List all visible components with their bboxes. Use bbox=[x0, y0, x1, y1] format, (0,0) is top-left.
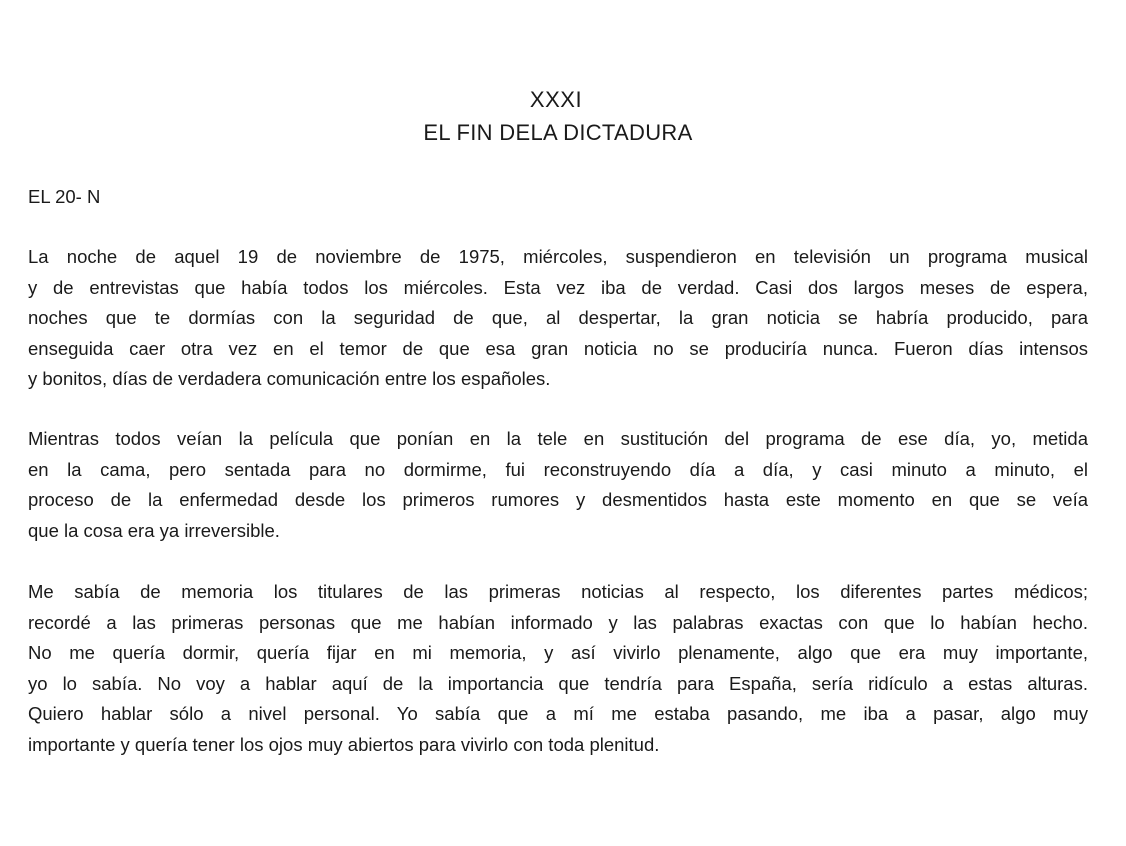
paragraph-line: proceso de la enfermedad desde los primeros rumores y desmentidos hasta este momento en que se veía bbox=[28, 489, 1088, 511]
paragraph-1 bbox=[28, 242, 1088, 395]
paragraph-line: Mientras todos veían la película que ponían en la tele en sustitución del programa de ese día, yo, metida bbox=[28, 428, 1088, 449]
paragraph-line: en la cama, pero sentada para no dormirme, fui reconstruyendo día a día, y casi minuto a minuto, el bbox=[28, 458, 1088, 480]
paragraph-line: enseguida caer otra vez en el temor de que esa gran noticia no se produciría nunca. Fueron días intensos bbox=[28, 337, 1088, 359]
paragraph-line: recordé a las primeras personas que me habían informado y las palabras exactas con que lo habían hecho. bbox=[28, 611, 1088, 633]
paragraph-line: importante y quería tener los ojos muy abiertos para vivirlo con toda plenitud. bbox=[28, 733, 660, 755]
paragraph-line: que la cosa era ya irreversible. bbox=[28, 519, 280, 541]
paragraph-line: Quiero hablar sólo a nivel personal. Yo sabía que a mí me estaba pasando, me iba a pasar, algo muy bbox=[28, 703, 1088, 725]
chapter-title: EL FIN DELA DICTADURA bbox=[423, 120, 693, 145]
paragraph-2 bbox=[28, 424, 1088, 546]
paragraph-line: No me quería dormir, quería fijar en mi memoria, y así vivirlo plenamente, algo que era muy importante, bbox=[28, 642, 1088, 664]
chapter-number: XXXI bbox=[529, 87, 583, 112]
paragraph-line: La noche de aquel 19 de noviembre de 1975, miércoles, suspendieron en televisión un programa musical bbox=[28, 246, 1088, 267]
paragraph-3 bbox=[28, 577, 1088, 761]
paragraph-line: y de entrevistas que había todos los miércoles. Esta vez iba de verdad. Casi dos largos meses de espera, bbox=[28, 276, 1088, 298]
paragraph-line: noches que te dormías con la seguridad de que, al despertar, la gran noticia se habría producido, para bbox=[28, 307, 1088, 329]
section-heading: EL 20- N bbox=[28, 186, 101, 207]
paragraph-line: yo lo sabía. No voy a hablar aquí de la importancia que tendría para España, sería ridículo a estas alturas. bbox=[28, 672, 1088, 694]
paragraph-line: y bonitos, días de verdadera comunicación entre los españoles. bbox=[28, 368, 551, 390]
paragraph-line: Me sabía de memoria los titulares de las primeras noticias al respecto, los diferentes partes médicos; bbox=[28, 581, 1088, 602]
